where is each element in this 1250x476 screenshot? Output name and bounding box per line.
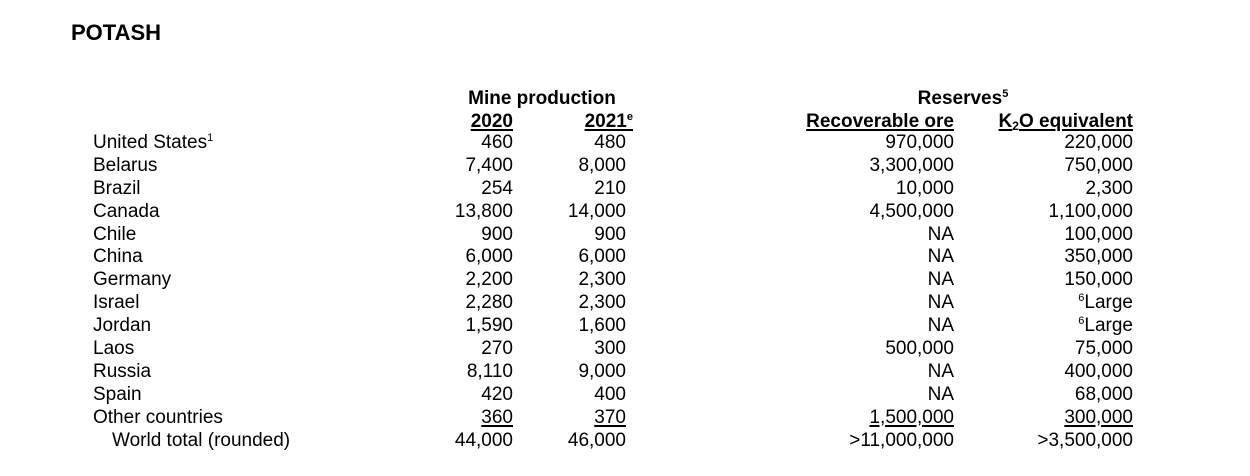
production-2021-value: 8,000 — [578, 154, 626, 176]
country-name-text: Israel — [93, 292, 140, 314]
production-2020 — [455, 201, 513, 224]
reserves-k2o — [1078, 292, 1133, 315]
footnote-marker: 1 — [207, 132, 214, 144]
country-name — [93, 269, 171, 292]
reserves-recoverable-ore-value: 970,000 — [885, 132, 954, 153]
country-name-text: Canada — [93, 200, 160, 222]
estimate-marker: e — [626, 111, 633, 123]
reserves-k2o-wrap — [1078, 315, 1133, 336]
reserves-k2o — [1064, 155, 1133, 178]
production-2020-value: 360 — [481, 406, 513, 428]
reserves-recoverable-ore — [928, 224, 954, 247]
reserves-recoverable-ore — [896, 178, 954, 201]
reserves-recoverable-ore-value: 500,000 — [885, 338, 954, 360]
reserves-k2o — [1078, 315, 1133, 338]
total-recoverable-ore-value: >11,000,000 — [849, 429, 954, 451]
reserves-recoverable-ore-value: NA — [927, 315, 954, 337]
table-row — [0, 201, 1250, 224]
reserves-recoverable-ore-value: NA — [927, 246, 954, 268]
reserves-recoverable-ore — [869, 201, 954, 224]
reserves-recoverable-ore-value: NA — [927, 360, 954, 382]
reserves-k2o-value: 68,000 — [1074, 383, 1133, 405]
reserves-recoverable-ore-value: 3,300,000 — [869, 154, 954, 176]
table-row — [0, 407, 1250, 430]
reserves-k2o — [1085, 178, 1133, 201]
production-2021 — [578, 269, 626, 292]
country-name-text: Other countries — [93, 406, 223, 428]
reserves-k2o-wrap — [1064, 269, 1133, 290]
reserves-k2o-wrap — [1085, 178, 1133, 199]
reserves-recoverable-ore-value: NA — [927, 292, 954, 314]
reserves-k2o-wrap — [1078, 292, 1133, 313]
country-name-text: Germany — [93, 269, 172, 291]
table-row — [0, 132, 1250, 155]
reserves-k2o — [1064, 269, 1133, 292]
table-row — [0, 361, 1250, 384]
header-2020-label: 2020 — [470, 111, 513, 132]
production-2021 — [594, 384, 626, 407]
production-2021-value: 1,600 — [578, 315, 626, 337]
production-2021 — [578, 361, 626, 384]
reserves-k2o-value: 350,000 — [1064, 246, 1133, 268]
reserves-k2o-wrap — [1048, 201, 1133, 222]
production-2021 — [568, 201, 626, 224]
production-2021 — [594, 178, 626, 201]
header-2020 — [471, 111, 513, 133]
production-2021-value: 210 — [594, 177, 626, 199]
production-2020 — [465, 292, 513, 315]
production-2021 — [578, 155, 626, 178]
country-name-text: Russia — [93, 360, 152, 382]
country-name-text: China — [93, 246, 143, 268]
header-mine-production — [468, 88, 616, 110]
reserves-recoverable-ore — [885, 338, 954, 361]
country-name-text: Chile — [93, 223, 137, 245]
reserves-k2o-wrap — [1064, 155, 1133, 176]
table-row — [0, 315, 1250, 338]
production-2020-value: 8,110 — [466, 360, 513, 382]
reserves-recoverable-ore — [869, 407, 954, 430]
reserves-recoverable-ore — [928, 246, 954, 269]
production-2020 — [465, 246, 513, 269]
country-name — [93, 246, 143, 269]
reserves-recoverable-ore — [928, 269, 954, 292]
country-name — [93, 384, 142, 407]
production-2021-value: 2,300 — [578, 269, 626, 291]
country-name — [93, 224, 136, 247]
reserves-k2o-value: 150,000 — [1064, 269, 1133, 291]
header-mine-production-label: Mine production — [468, 88, 616, 109]
header-k2o-subscript: 2 — [1012, 119, 1019, 133]
header-k2o-label — [999, 111, 1133, 132]
header-k2o-rest: O equivalent — [1018, 111, 1133, 132]
country-name — [93, 155, 157, 178]
production-2020-value: 254 — [481, 177, 513, 199]
table-row — [0, 246, 1250, 269]
header-2021 — [585, 111, 633, 133]
reserves-k2o — [1064, 132, 1133, 155]
reserves-footnote-marker: 5 — [1002, 88, 1009, 100]
table-row — [0, 155, 1250, 178]
reserves-k2o-wrap — [1075, 384, 1133, 405]
production-2020 — [481, 132, 513, 155]
reserves-k2o-value: 2,300 — [1085, 177, 1133, 199]
reserves-k2o-wrap — [1064, 361, 1133, 382]
reserves-k2o-wrap — [1064, 224, 1133, 245]
production-2020-value: 270 — [481, 338, 513, 360]
reserves-recoverable-ore-value: NA — [927, 223, 954, 245]
reserves-recoverable-ore — [928, 315, 954, 338]
production-2021 — [578, 315, 626, 338]
reserves-recoverable-ore — [869, 155, 954, 178]
production-2020 — [481, 407, 513, 430]
reserves-k2o-wrap — [1064, 246, 1133, 267]
total-2020 — [455, 430, 513, 453]
production-2020-value: 2,200 — [465, 269, 513, 291]
header-reserves-label: Reserves — [917, 88, 1003, 109]
production-2021-value: 300 — [594, 338, 626, 360]
country-name — [93, 132, 213, 155]
table-row — [0, 178, 1250, 201]
country-name-text: Brazil — [93, 177, 141, 199]
footnote-marker: 6 — [1078, 292, 1085, 305]
country-name-text: Spain — [93, 383, 142, 405]
reserves-recoverable-ore — [885, 132, 954, 155]
production-2021 — [594, 407, 626, 430]
header-2021-year: 2021 — [584, 111, 627, 132]
production-2021-value: 900 — [594, 223, 626, 245]
reserves-recoverable-ore-value: NA — [927, 383, 954, 405]
reserves-recoverable-ore-value: 4,500,000 — [869, 200, 954, 222]
production-2021 — [594, 132, 626, 155]
production-2021 — [594, 338, 626, 361]
country-name — [93, 292, 139, 315]
table-row — [0, 292, 1250, 315]
reserves-recoverable-ore-value: 10,000 — [895, 177, 954, 199]
reserves-k2o-value: 750,000 — [1064, 154, 1133, 176]
reserves-recoverable-ore — [928, 292, 954, 315]
reserves-recoverable-ore-value: NA — [927, 269, 954, 291]
reserves-k2o — [1064, 407, 1133, 430]
production-2020 — [465, 315, 513, 338]
production-2020-value: 420 — [481, 383, 513, 405]
reserves-k2o-wrap — [1064, 407, 1133, 428]
production-2021 — [578, 246, 626, 269]
production-2020-value: 1,590 — [465, 315, 513, 337]
country-name — [93, 407, 223, 430]
reserves-k2o — [1064, 361, 1133, 384]
production-2020 — [465, 155, 513, 178]
country-name — [93, 361, 151, 384]
total-recoverable-ore — [849, 430, 954, 453]
production-2021-value: 480 — [594, 132, 626, 153]
total-2021 — [568, 430, 626, 453]
reserves-k2o-value: 400,000 — [1064, 360, 1133, 382]
reserves-k2o — [1075, 338, 1133, 361]
production-2020 — [481, 338, 513, 361]
production-2020 — [465, 269, 513, 292]
total-2020-value: 44,000 — [454, 429, 513, 451]
production-2021-value: 400 — [594, 383, 626, 405]
reserves-k2o-value: 75,000 — [1074, 338, 1133, 360]
reserves-k2o-wrap — [1064, 132, 1133, 153]
production-2021-value: 14,000 — [567, 200, 626, 222]
total-label-value: World total (rounded) — [112, 429, 291, 451]
country-name — [93, 178, 141, 201]
page-title: POTASH — [71, 20, 162, 45]
country-name-text: Jordan — [93, 315, 152, 337]
potash-table — [0, 132, 1250, 452]
production-2020-value: 6,000 — [465, 246, 513, 268]
production-2020-value: 13,800 — [454, 200, 513, 222]
reserves-k2o — [1064, 224, 1133, 247]
production-2021 — [578, 292, 626, 315]
reserves-k2o-value: 300,000 — [1064, 406, 1133, 428]
country-name — [93, 315, 151, 338]
reserves-recoverable-ore-value: 1,500,000 — [869, 406, 954, 428]
country-name — [93, 338, 134, 361]
country-name-text: Laos — [93, 338, 135, 360]
production-2020 — [467, 361, 513, 384]
reserves-k2o-value: 100,000 — [1064, 223, 1133, 245]
production-2020 — [481, 178, 513, 201]
reserves-k2o-wrap — [1075, 338, 1133, 359]
total-2021-value: 46,000 — [567, 429, 626, 451]
reserves-k2o — [1075, 384, 1133, 407]
production-2020-value: 2,280 — [465, 292, 513, 314]
total-k2o — [1037, 430, 1133, 453]
production-2020 — [481, 384, 513, 407]
production-2020 — [481, 224, 513, 247]
table-row — [0, 384, 1250, 407]
header-2021-label — [585, 111, 633, 132]
total-row — [0, 430, 1250, 453]
production-2021-value: 2,300 — [578, 292, 626, 314]
country-name — [93, 201, 160, 224]
total-label — [112, 430, 290, 453]
table-row — [0, 224, 1250, 247]
production-2020-value: 460 — [481, 132, 513, 153]
production-2021-value: 370 — [594, 406, 626, 428]
header-recoverable-ore — [806, 111, 954, 133]
header-k2o-equivalent — [999, 111, 1133, 133]
production-2020-value: 900 — [481, 223, 513, 245]
reserves-k2o-value: Large — [1084, 315, 1133, 337]
reserves-k2o — [1064, 246, 1133, 269]
reserves-k2o-value: 220,000 — [1064, 132, 1133, 153]
header-recoverable-ore-label: Recoverable ore — [806, 111, 954, 132]
table-row — [0, 269, 1250, 292]
reserves-k2o-value: 1,100,000 — [1048, 200, 1133, 222]
reserves-k2o-value: Large — [1084, 292, 1133, 314]
table-row — [0, 338, 1250, 361]
total-k2o-value: >3,500,000 — [1037, 429, 1133, 451]
production-2021-value: 9,000 — [578, 360, 626, 382]
production-2021 — [594, 224, 626, 247]
footnote-marker: 6 — [1078, 315, 1085, 328]
country-name-text: United States — [93, 132, 208, 153]
production-2020-value: 7,400 — [465, 154, 513, 176]
reserves-recoverable-ore — [928, 361, 954, 384]
reserves-recoverable-ore — [928, 384, 954, 407]
header-k2o-k: K — [998, 111, 1013, 132]
production-2021-value: 6,000 — [578, 246, 626, 268]
reserves-k2o — [1048, 201, 1133, 224]
country-name-text: Belarus — [93, 154, 158, 176]
header-reserves — [918, 88, 1009, 110]
